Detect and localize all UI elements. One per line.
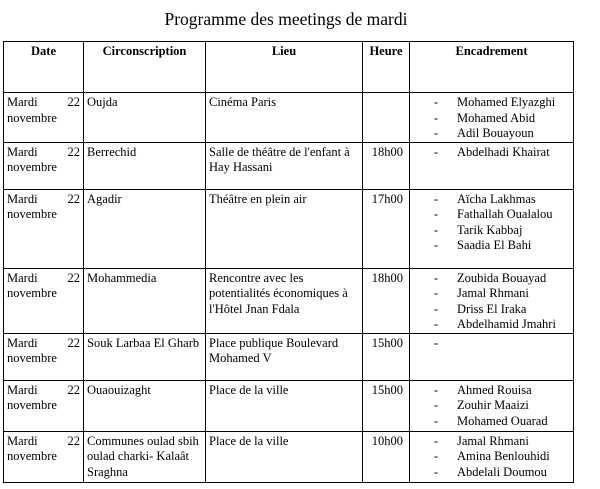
date-month: novembre [7,286,57,300]
encadrement-item: - Abdelali Doumou [413,465,570,481]
date-month: novembre [7,110,57,125]
circonscription-cell: Oujda [84,93,206,143]
table-header-row [4,42,574,93]
encadrement-item: - Jamal Rhmani [413,434,570,450]
date-day: Mardi [7,382,38,397]
heure-cell: 15h00 [363,333,410,380]
encadrement-item: - Tarik Kabbaj [413,223,570,239]
encadrement-item: - Abdelhadi Khairat [413,145,570,161]
date-month: novembre [7,207,57,221]
date-month: novembre [7,351,57,365]
encadrement-item: - Zouhir Maaizi [413,398,570,414]
date-day: Mardi [7,191,38,206]
encadrement-item: - Mohamed Ouarad [413,414,570,430]
date-day: Mardi [7,335,38,350]
date-cell [4,380,84,431]
table-row [4,93,574,143]
header-circonscription: Circonscription [84,42,206,93]
encadrement-cell [410,189,574,268]
circonscription-cell: Communes oulad sbih oulad charki- Kalaât Sraghna [84,431,206,482]
heure-cell: 18h00 [363,142,410,189]
encadrement-cell [410,93,574,143]
table-row [4,431,574,482]
encadrement-list [413,434,570,481]
date-month: novembre [7,398,57,412]
encadrement-cell [410,380,574,431]
encadrement-item: - Aïcha Lakhmas [413,192,570,208]
lieu-cell: Rencontre avec les potentialités économiques à l'Hôtel Jnan Fdala [206,268,363,333]
lieu-cell: Théâtre en plein air [206,189,363,268]
lieu-cell: Salle de théâtre de l'enfant à Hay Hassani [206,142,363,189]
encadrement-list [413,145,570,161]
date-number: 22 [67,95,80,109]
table-row [4,142,574,189]
heure-cell: 17h00 [363,189,410,268]
lieu-cell: Place de la ville [206,380,363,431]
encadrement-list [413,271,570,333]
encadrement-cell [410,333,574,380]
encadrement-item: - Mohamed Elyazghi [413,95,570,111]
date-day: Mardi [7,95,38,109]
date-number: 22 [67,270,80,285]
date-number: 22 [67,191,80,206]
date-month: novembre [7,160,57,174]
date-day: Mardi [7,144,38,159]
circonscription-cell: Souk Larbaa El Gharb [84,333,206,380]
encadrement-item: - Amina Benlouhidi [413,449,570,465]
circonscription-cell: Mohammedia [84,268,206,333]
heure-cell: 18h00 [363,268,410,333]
encadrement-item: - Saadia El Bahi [413,238,570,254]
encadrement-item: - Abdelhamid Jmahri [413,317,570,333]
encadrement-item: - Mohamed Abid [413,111,570,127]
heure-cell: 15h00 [363,380,410,431]
date-month: novembre [7,449,57,463]
circonscription-cell: Berrechid [84,142,206,189]
header-heure: Heure [363,42,410,93]
date-cell [4,431,84,482]
lieu-cell: Cinéma Paris [206,93,363,143]
heure-cell [363,93,410,143]
date-cell [4,268,84,333]
date-cell [4,142,84,189]
encadrement-item: - Jamal Rhmani [413,286,570,302]
circonscription-cell: Ouaouizaght [84,380,206,431]
date-number: 22 [67,144,80,159]
table-row [4,268,574,333]
circonscription-cell: Agadir [84,189,206,268]
encadrement-item: - Ahmed Rouisa [413,383,570,399]
encadrement-item: - Adil Bouayoun [413,126,570,142]
date-day: Mardi [7,270,38,285]
encadrement-item: - Zoubida Bouayad [413,271,570,287]
meetings-table [3,41,574,483]
heure-cell: 10h00 [363,431,410,482]
date-number: 22 [67,335,80,350]
encadrement-cell [410,268,574,333]
header-date: Date [4,42,84,93]
date-day: Mardi [7,433,38,448]
encadrement-item: - Driss El Iraka [413,302,570,318]
lieu-cell: Place de la ville [206,431,363,482]
table-row [4,333,574,380]
encadrement-list [413,383,570,430]
table-row [4,189,574,268]
date-cell [4,189,84,268]
encadrement-item: - Fathallah Oualalou [413,207,570,223]
encadrement-list [413,192,570,254]
encadrement-cell [410,431,574,482]
date-number: 22 [67,433,80,448]
encadrement-cell [410,142,574,189]
lieu-cell: Place publique Boulevard Mohamed V [206,333,363,380]
encadrement-list [413,95,570,142]
date-cell [4,93,84,143]
header-encadrement: Encadrement [410,42,574,93]
date-cell [4,333,84,380]
page-title: Programme des meetings de mardi [164,9,408,29]
date-number: 22 [67,382,80,397]
header-lieu: Lieu [206,42,363,93]
table-row [4,380,574,431]
